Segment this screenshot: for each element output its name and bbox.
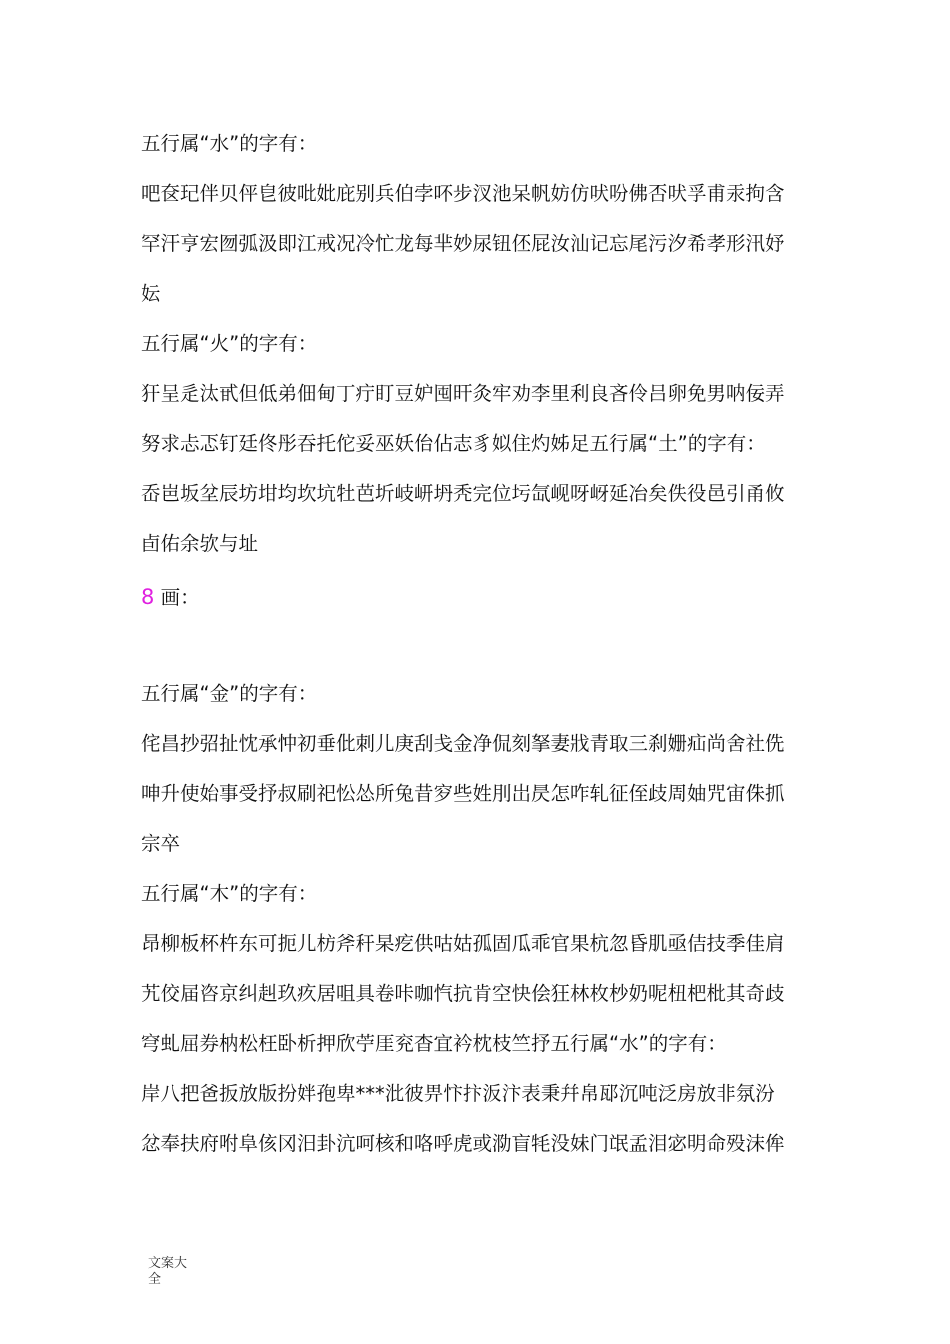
text-line: 妘 — [141, 282, 161, 305]
section-heading-strokes — [141, 584, 821, 611]
section-number: 8 — [141, 585, 155, 609]
text-line: 岙岜坂坌辰坊坩均坎坑牡芭圻岐岍坍秃完位圬氙岘呀岈延冶矣佚役邑引甬攸 — [141, 482, 785, 505]
heading-water: 五行属“水”的字有： — [141, 132, 318, 155]
text-line: 努求忐忑钉廷佟彤吞托佗妥巫妖佁佔志豸姒住灼姊足五行属“土”的字有： — [141, 432, 766, 455]
heading-fire: 五行属“火”的字有： — [141, 332, 318, 355]
page-footer: 文案大全 — [148, 1256, 188, 1287]
text-line: 吧奁玘伴贝伻皀彼吡妣庇别兵伯孛吥步汊池呆帆妨仿吠吩佛否吠孚甫汞拘含 — [141, 182, 785, 205]
text-line: 侘昌抄弨扯忱承忡初垂仳刺儿庚刮戋金净侃刻拏妻戕青取三刹姗疝尚舍社侁 — [141, 732, 785, 755]
text-line: 艽佼届咨京纠赳玖疚居咀具卷咔咖忾抗肯空快侩狂林枚杪奶呢杻杷枇其奇歧 — [141, 982, 785, 1005]
text-line: 罕汗亨宏囫弧汲即江戒况冷忙龙每芈妙尿钮伾屁汝汕记忘尾污汐希孝形汛妤 — [141, 232, 785, 255]
text-line: 穹虬屈券枘松枉卧析押欣苧厓兖杳宜衿枕枝竺抒五行属“水”的字有： — [141, 1032, 727, 1055]
text-line: 忿奉扶府咐阜侅冈汨卦沆呵核和咯呼虎或泐盲牦没妹门氓孟泪宓明命殁沫侔 — [141, 1132, 785, 1155]
text-line: 昂柳板杯杵东可扼儿枋斧秆杲疙供咕姑孤固瓜乖官果杭忽昏肌亟佶技季佳肩 — [141, 932, 785, 955]
text-line: 呻升使始事受抒叔刷祀忪怂所兔昔穸些姓刖岀昃怎咋轧征侄歧周妯咒宙侏抓 — [141, 782, 785, 805]
heading-wood: 五行属“木”的字有： — [141, 882, 318, 905]
text-line: 犴呈辵汰甙但低弟佃甸丁疔盯豆妒囤旰灸牢劝李里利良吝伶吕卵免男呐佞弄 — [141, 382, 785, 405]
text-line: 岸八把爸扳放版扮姅孢卑***沘彼畀忭抃汳汴表秉幷帛邷沉吨泛房放非氛汾 — [141, 1082, 775, 1105]
section-label: 画： — [160, 586, 200, 609]
heading-metal: 五行属“金”的字有： — [141, 682, 318, 705]
text-line: 宗卒 — [141, 832, 181, 855]
text-line: 卣佑余欤与址 — [141, 532, 259, 555]
